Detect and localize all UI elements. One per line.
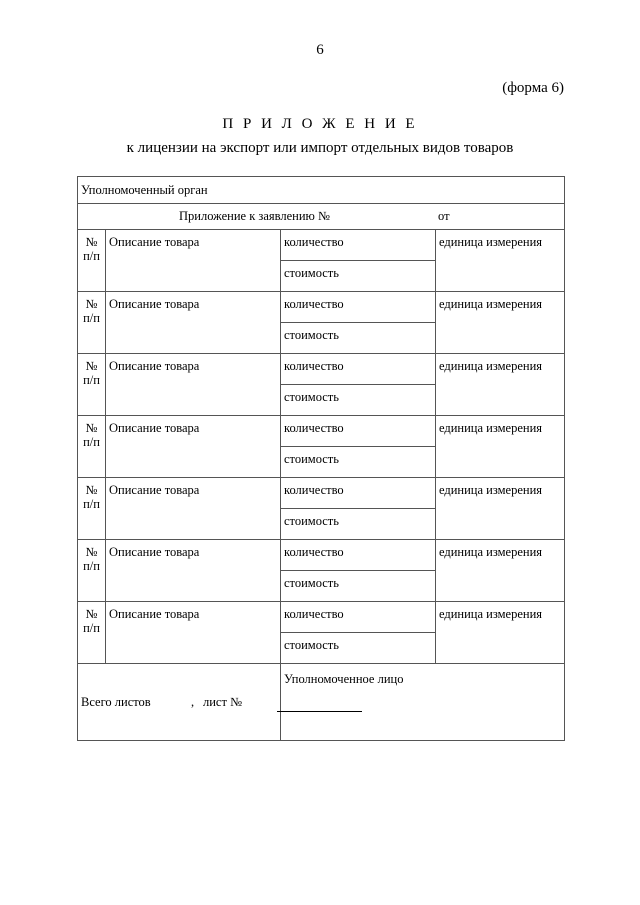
cost-cell[interactable]: стоимость <box>281 633 436 664</box>
authority-cell[interactable] <box>78 177 565 204</box>
authorized-person-label: Уполномоченное лицо <box>284 672 404 686</box>
cost-cell[interactable]: стоимость <box>281 261 436 292</box>
document-subtitle: к лицензии на экспорт или импорт отдельных видов товаров <box>126 140 514 156</box>
item-number-cell[interactable]: № п/п <box>78 478 106 540</box>
unit-of-measure-cell[interactable]: единица измерения <box>436 416 565 478</box>
authorized-person-cell[interactable] <box>281 664 565 741</box>
unit-of-measure-cell[interactable]: единица измерения <box>436 292 565 354</box>
goods-row <box>78 540 565 571</box>
total-sheets-cell[interactable] <box>78 664 281 741</box>
goods-row <box>78 416 565 447</box>
bottom-rule <box>277 711 362 712</box>
document-title: П Р И Л О Ж Е Н И Е <box>222 116 418 132</box>
quantity-cell[interactable]: количество <box>281 354 436 385</box>
goods-row <box>78 292 565 323</box>
item-number-cell[interactable]: № п/п <box>78 354 106 416</box>
form-label: (форма 6) <box>502 80 564 96</box>
unit-of-measure-cell[interactable]: единица измерения <box>436 602 565 664</box>
authority-label: Уполномоченный орган <box>81 183 208 197</box>
page-number: 6 <box>316 42 324 58</box>
sheet-separator: , <box>191 695 195 709</box>
quantity-cell[interactable]: количество <box>281 602 436 633</box>
quantity-cell[interactable]: количество <box>281 292 436 323</box>
annex-row <box>78 204 565 230</box>
item-number-cell[interactable]: № п/п <box>78 416 106 478</box>
cost-cell[interactable]: стоимость <box>281 571 436 602</box>
goods-description-cell[interactable]: Описание товара <box>106 602 281 664</box>
unit-of-measure-cell[interactable]: единица измерения <box>436 478 565 540</box>
authority-row <box>78 177 565 204</box>
goods-description-cell[interactable]: Описание товара <box>106 354 281 416</box>
goods-row <box>78 602 565 633</box>
item-number-cell[interactable]: № п/п <box>78 292 106 354</box>
license-annex-table <box>77 176 565 741</box>
cost-cell[interactable]: стоимость <box>281 509 436 540</box>
unit-of-measure-cell[interactable]: единица измерения <box>436 354 565 416</box>
unit-of-measure-cell[interactable]: единица измерения <box>436 540 565 602</box>
goods-description-cell[interactable]: Описание товара <box>106 416 281 478</box>
footer-row <box>78 664 565 741</box>
cost-cell[interactable]: стоимость <box>281 385 436 416</box>
goods-row <box>78 478 565 509</box>
quantity-cell[interactable]: количество <box>281 540 436 571</box>
cost-cell[interactable]: стоимость <box>281 323 436 354</box>
annex-from-label: от <box>438 209 450 223</box>
goods-row <box>78 354 565 385</box>
unit-of-measure-cell[interactable]: единица измерения <box>436 230 565 292</box>
quantity-cell[interactable]: количество <box>281 230 436 261</box>
quantity-cell[interactable]: количество <box>281 416 436 447</box>
total-sheets-label: Всего листов <box>81 695 151 709</box>
quantity-cell[interactable]: количество <box>281 478 436 509</box>
item-number-cell[interactable]: № п/п <box>78 602 106 664</box>
goods-description-cell[interactable]: Описание товара <box>106 292 281 354</box>
goods-row <box>78 230 565 261</box>
item-number-cell[interactable]: № п/п <box>78 540 106 602</box>
annex-cell[interactable] <box>78 204 565 230</box>
goods-description-cell[interactable]: Описание товара <box>106 230 281 292</box>
goods-description-cell[interactable]: Описание товара <box>106 478 281 540</box>
goods-description-cell[interactable]: Описание товара <box>106 540 281 602</box>
sheet-number-label: лист № <box>203 695 242 709</box>
cost-cell[interactable]: стоимость <box>281 447 436 478</box>
item-number-cell[interactable]: № п/п <box>78 230 106 292</box>
annex-label: Приложение к заявлению № <box>179 209 330 223</box>
